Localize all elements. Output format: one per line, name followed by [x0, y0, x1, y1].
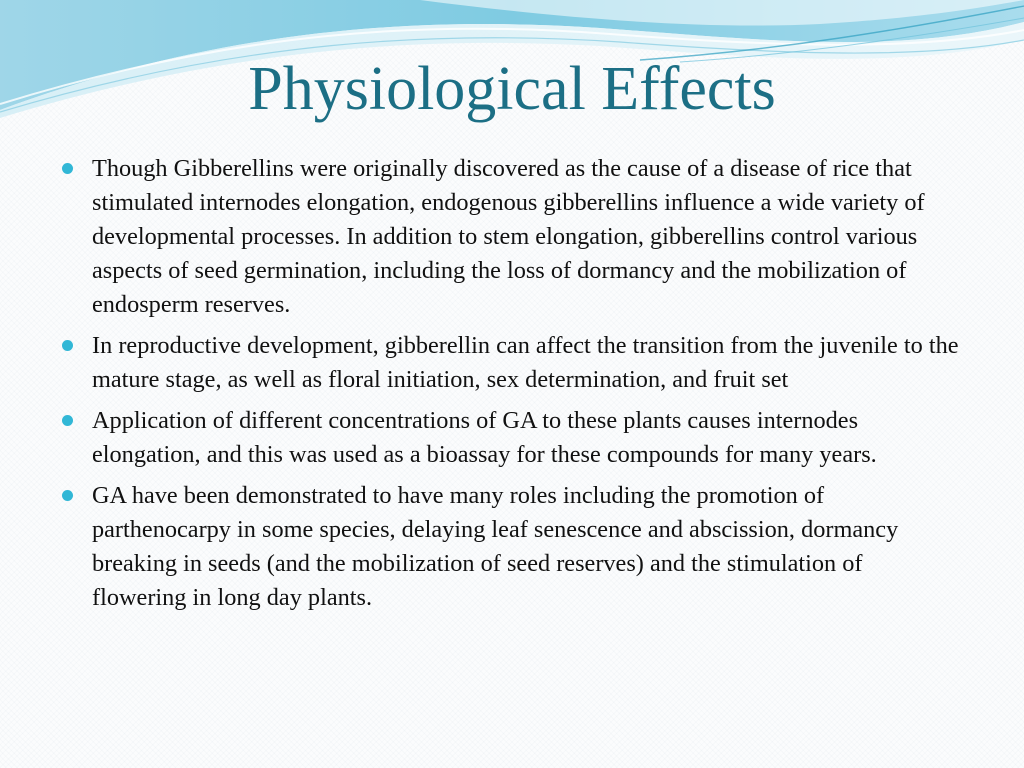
- bullet-text: In reproductive development, gibberellin can affect the transition from the juvenile to the mature stage, as well as floral initiation, sex determination, and fruit set: [92, 332, 959, 393]
- bullet-item: [62, 404, 962, 472]
- bullet-dot-icon: [62, 340, 73, 351]
- bullet-dot-icon: [62, 415, 73, 426]
- bullet-text: GA have been demonstrated to have many roles including the promotion of parthenocarpy in some species, delaying leaf senescence and abscission, dormancy breaking in seeds (and the mobilization of seed reserves) and the stimulation of flowering in long day plants.: [92, 482, 899, 611]
- bullet-list: [62, 152, 962, 622]
- bullet-text: Application of different concentrations of GA to these plants causes internodes elongation, and this was used as a bioassay for these compounds for many years.: [92, 407, 877, 468]
- bullet-text: Though Gibberellins were originally discovered as the cause of a disease of rice that stimulated internodes elongation, endogenous gibberellins influence a wide variety of developmental processes. In addition to stem elongation, gibberellins control various aspects of seed germination, including the loss of dormancy and the mobilization of endosperm reserves.: [92, 155, 925, 318]
- bullet-dot-icon: [62, 163, 73, 174]
- bullet-item: [62, 152, 962, 322]
- slide-title: Physiological Effects: [248, 55, 776, 123]
- bullet-item: [62, 329, 962, 397]
- bullet-item: [62, 479, 962, 615]
- bullet-dot-icon: [62, 490, 73, 501]
